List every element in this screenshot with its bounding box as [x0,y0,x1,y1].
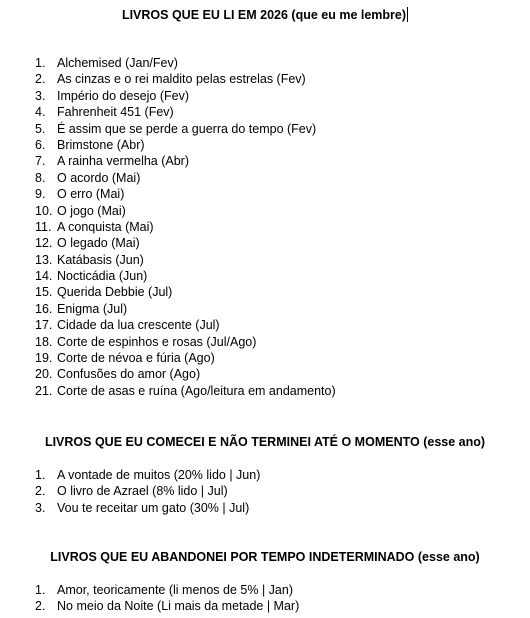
list-item [0,170,530,186]
list-item-text: Corte de espinhos e rosas (Jul/Ago) [57,334,257,349]
list-item-text: A vontade de muitos (20% lido | Jun) [57,468,261,482]
list-item [0,383,530,399]
list-item-text: Corte de asas e ruína (Ago/leitura em andamento) [57,383,336,398]
list-item [0,334,530,350]
list-item [0,235,530,251]
list-item [0,55,530,71]
list-item-text: Amor, teoricamente (li menos de 5% | Jan) [57,583,293,597]
list-item-text: O livro de Azrael (8% lido | Jul) [57,484,228,499]
list-item-number: 1. [35,468,46,482]
list-item-number: 7. [35,154,46,169]
list-item-number: 3. [35,500,46,515]
list-abandoned-books [0,582,530,615]
list-item-number: 1. [35,583,46,597]
list-item-text: O erro (Mai) [57,187,125,202]
heading-in-progress-books [0,434,530,450]
list-item-number: 5. [35,121,46,136]
list-item-number: 11. [35,219,52,234]
list-item-number: 3. [35,88,46,103]
list-item [0,317,530,333]
list-item-text: Corte de névoa e fúria (Ago) [57,351,215,366]
list-item-number: 4. [35,105,46,120]
list-item [0,153,530,169]
list-item-text: É assim que se perde a guerra do tempo (Fev) [57,121,317,136]
list-item-text: Katábasis (Jun) [57,252,144,267]
list-item-text: O jogo (Mai) [57,203,126,218]
list-item [0,366,530,382]
list-item [0,284,530,300]
list-item-number: 19. [35,351,53,366]
list-item-number: 21. [35,383,53,398]
list-item-text: A rainha vermelha (Abr) [57,154,190,169]
list-item-text: Brimstone (Abr) [57,137,145,152]
list-item-text: A conquista (Mai) [57,219,154,234]
list-in-progress-books [0,467,530,516]
list-item-text: O acordo (Mai) [57,170,141,185]
list-item [0,301,530,317]
list-item [0,598,530,614]
list-item-number: 14. [35,269,53,284]
list-item-text: Alchemised (Jan/Fev) [57,56,178,70]
list-item [0,104,530,120]
list-item-text: No meio da Noite (Li mais da metade | Mar) [57,599,300,614]
list-item-number: 2. [35,599,46,614]
list-item-text: As cinzas e o rei maldito pelas estrelas (Fev) [57,72,306,87]
list-item [0,500,530,516]
list-item-number: 13. [35,252,53,267]
list-item [0,137,530,153]
list-item [0,88,530,104]
list-item [0,582,530,598]
list-item-number: 10. [35,203,53,218]
list-item [0,350,530,366]
heading-abandoned-books [0,549,530,565]
list-item-number: 9. [35,187,46,202]
heading-in-progress-books-text: LIVROS QUE EU COMECEI E NÃO TERMINEI ATÉ O MOMENTO (esse ano) [44,435,486,449]
heading-abandoned-books-text: LIVROS QUE EU ABANDONEI POR TEMPO INDETERMINADO (esse ano) [50,550,480,564]
list-item-number: 2. [35,484,46,499]
text-cursor [407,7,408,22]
list-item-text: Nocticádia (Jun) [57,269,148,284]
list-item [0,219,530,235]
list-read-books [0,55,530,399]
list-item [0,203,530,219]
list-item [0,467,530,483]
list-item-text: Confusões do amor (Ago) [57,367,201,382]
list-item-text: Império do desejo (Fev) [57,88,190,103]
list-item-number: 1. [35,56,46,70]
list-item-number: 6. [35,137,46,152]
heading-read-books [0,7,530,23]
list-item-number: 17. [35,318,53,333]
list-item-number: 8. [35,170,46,185]
list-item-number: 18. [35,334,53,349]
list-item [0,252,530,268]
list-item-text: Cidade da lua crescente (Jul) [57,318,220,333]
list-item-number: 12. [35,236,53,251]
list-item-number: 2. [35,72,46,87]
list-item-number: 15. [35,285,53,300]
list-item-text: Querida Debbie (Jul) [57,285,173,300]
list-item-number: 20. [35,367,53,382]
list-item-text: O legado (Mai) [57,236,140,251]
heading-read-books-text: LIVROS QUE EU LI EM 2026 (que eu me lembre) [121,8,407,22]
list-item-text: Vou te receitar um gato (30% | Jul) [57,500,250,515]
list-item [0,186,530,202]
list-item-text: Fahrenheit 451 (Fev) [57,105,174,120]
list-item [0,483,530,499]
list-item [0,71,530,87]
list-item [0,121,530,137]
list-item-text: Enigma (Jul) [57,301,128,316]
list-item [0,268,530,284]
list-item-number: 16. [35,301,53,316]
